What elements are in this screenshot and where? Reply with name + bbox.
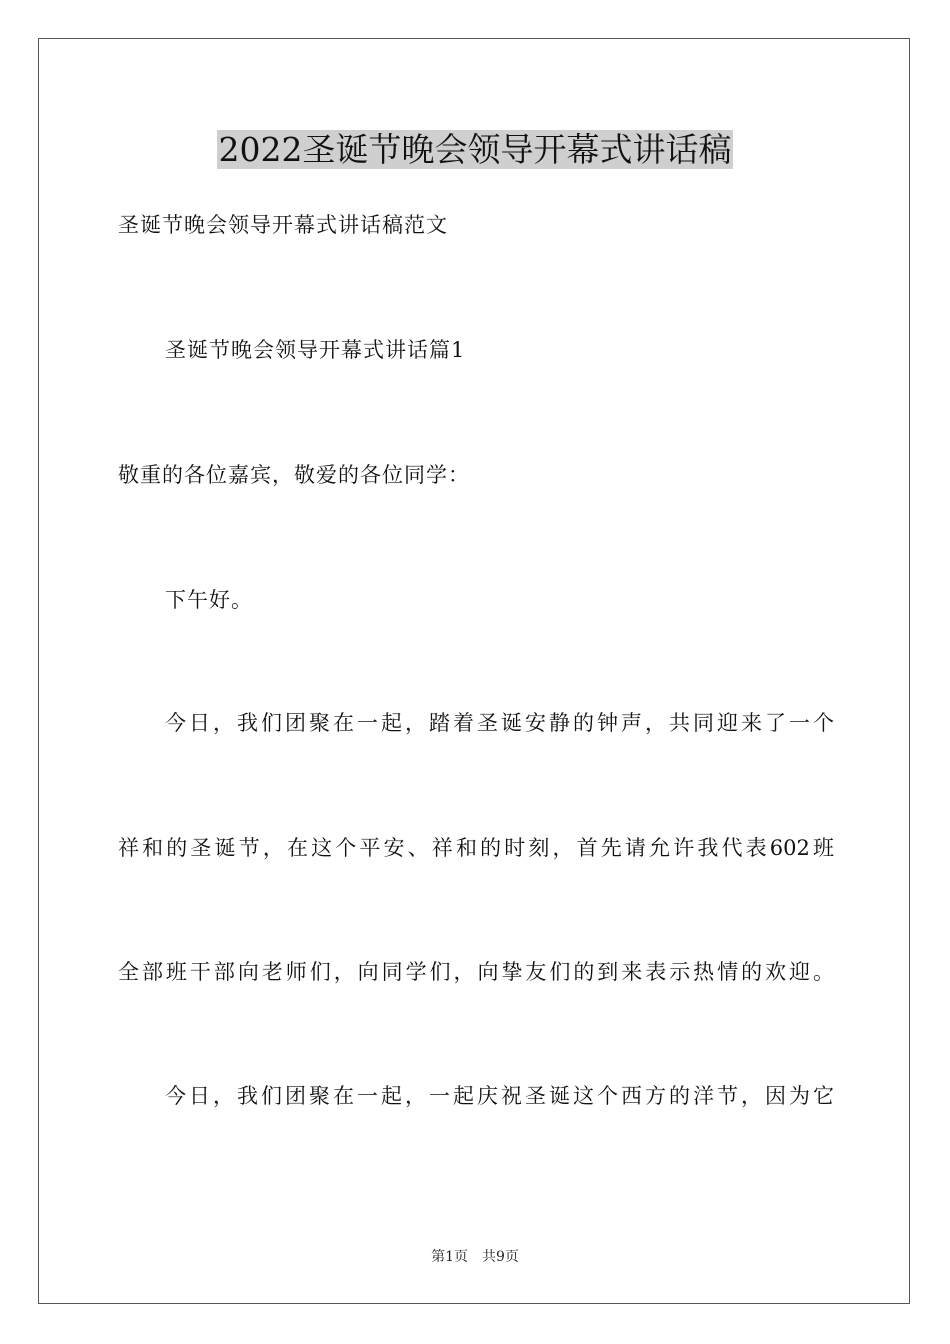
body-line: 今日，我们团聚在一起，踏着圣诞安静的钟声，共同迎来了一个	[165, 711, 834, 735]
body-line: 今日，我们团聚在一起，一起庆祝圣诞这个西方的洋节，因为它	[165, 1084, 834, 1108]
section-heading: 圣诞节晚会领导开幕式讲话篇1	[165, 338, 466, 362]
salutation-line: 敬重的各位嘉宾，敬爱的各位同学：	[118, 463, 470, 487]
page-number: 第1页	[431, 1249, 468, 1265]
document-title-text: 2022圣诞节晚会领导开幕式讲话稿	[218, 130, 732, 169]
document-title	[0, 128, 950, 172]
subtitle-line: 圣诞节晚会领导开幕式讲话稿范文	[118, 213, 448, 237]
body-line: 全部班干部向老师们，向同学们，向挚友们的到来表示热情的欢迎。	[118, 960, 834, 984]
page-footer	[0, 1247, 950, 1267]
greeting-line: 下午好。	[165, 588, 253, 612]
body-line: 祥和的圣诞节，在这个平安、祥和的时刻，首先请允许我代表602班	[118, 836, 834, 860]
page-total: 共9页	[482, 1249, 519, 1265]
